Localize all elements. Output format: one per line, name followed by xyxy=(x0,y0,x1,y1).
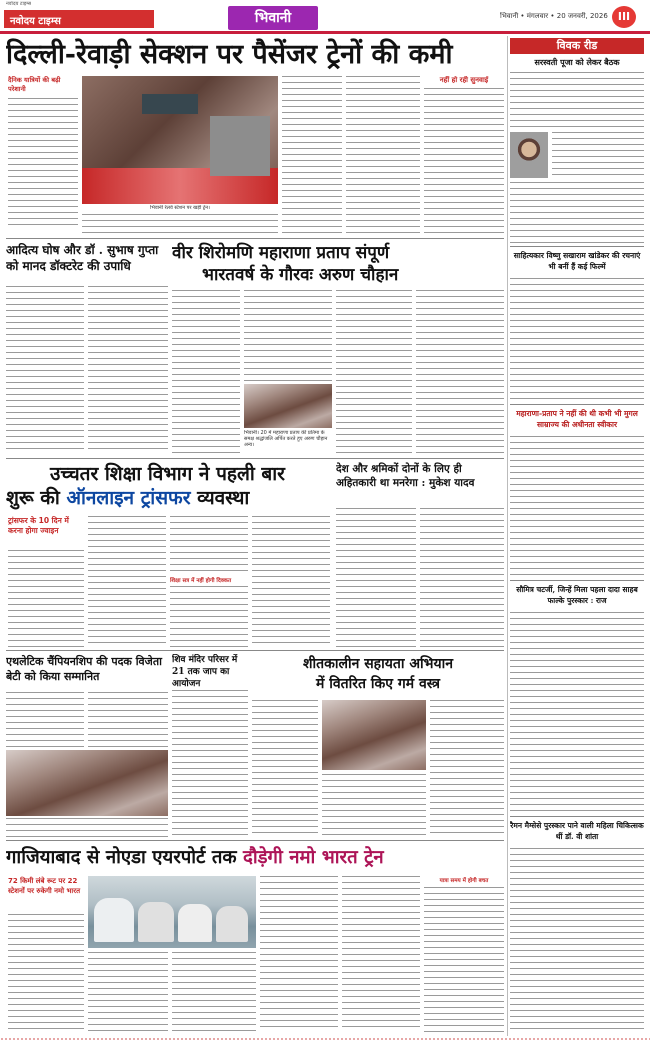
athletics-body-under-photo xyxy=(6,818,168,838)
transfer-headline-part-a: शुरू की xyxy=(6,487,67,509)
lead-body-under-photo xyxy=(82,214,278,236)
lead-body-col3 xyxy=(282,76,342,236)
rule xyxy=(6,650,504,651)
winter-headline-line2: में वितरित किए गर्म वस्त्र xyxy=(316,676,440,692)
doctorate-body-col1 xyxy=(6,286,84,454)
transfer-body-col3 xyxy=(170,516,248,574)
athletics-body-col1 xyxy=(6,692,84,748)
transfer-body-col1 xyxy=(8,550,84,648)
lead-headline: दिल्ली-रेवाड़ी सेक्शन पर पैसेंजर ट्रेनों की कमी xyxy=(6,39,453,70)
namo-inline-subhead: यात्रा समय में होगी बचत xyxy=(439,878,489,884)
lead-subheadline: दैनिक यात्रियों की बढ़ी परेशानी xyxy=(8,76,61,93)
pratap-headline-line1: वीर शिरोमणि महाराणा प्रताप संपूर्ण xyxy=(172,243,390,263)
winter-headline-line1: शीतकालीन सहायता अभियान xyxy=(302,656,454,672)
edition-label: नवोदय टाइम्स xyxy=(4,10,154,28)
sidebar-s1-headline: सरस्वती पूजा को लेकर बैठक xyxy=(534,57,620,67)
namo-body-col2 xyxy=(88,952,168,1032)
athletics-photo xyxy=(6,750,168,816)
rule xyxy=(510,816,644,817)
transfer-subheadline: ट्रांसफर के 10 दिन में करना होगा ज्वाइन xyxy=(8,516,69,535)
doctorate-body-col2 xyxy=(88,286,168,454)
sidebar-s1-portrait xyxy=(510,132,548,178)
rule xyxy=(6,840,504,841)
lead-photo-caption: भिवानी रेलवे स्टेशन पर खड़ी ट्रेन। xyxy=(150,205,210,211)
sidebar-title: विवक रीड xyxy=(510,38,644,54)
manrega-headline: देश और श्रमिकों दोनों के लिए ही अहितकारी था मनरेगा : मुकेश यादव xyxy=(336,463,475,489)
sidebar-s2-headline: साहित्यकार विष्णु सखाराम खांडेकर की रचनाएं भी बनीं हैं कई फिल्में xyxy=(513,251,641,271)
athletics-headline: एथलेटिक चैंपियनशिप की पदक विजेता बेटी को किया सम्मानित xyxy=(6,655,162,683)
pratap-body-col4 xyxy=(416,290,504,456)
namo-body-col6 xyxy=(424,887,504,1032)
winter-body-col3 xyxy=(430,700,504,838)
pratap-body-col1 xyxy=(172,290,240,456)
lead-body-col5 xyxy=(424,88,504,236)
sidebar-s3-body xyxy=(510,436,644,576)
transfer-headline-line1: उच्चतर शिक्षा विभाग ने पहली बार xyxy=(50,463,285,485)
rule xyxy=(510,246,644,247)
sidebar-s2-body xyxy=(510,278,644,400)
athletics-body-col2 xyxy=(88,692,168,748)
namo-body-col5 xyxy=(342,876,420,1032)
namo-headline xyxy=(6,844,504,872)
lead-right-subheadline: नहीं हो रही सुनवाई xyxy=(439,76,489,84)
namo-headline-part-a: गाजियाबाद से नोएडा एयरपोर्ट तक xyxy=(6,847,244,868)
bottom-strip xyxy=(0,1037,650,1041)
namo-body-col1 xyxy=(8,914,84,1032)
rule xyxy=(6,238,504,239)
transfer-headline-part-c: व्यवस्था xyxy=(190,487,250,509)
namo-body-col4 xyxy=(260,876,338,1032)
namo-subheadline: 72 किमी लंबे रूट पर 22 स्टेशनों पर रुकेगी नमो भारत xyxy=(8,877,81,895)
transfer-body-col3b xyxy=(170,586,248,648)
transfer-body-col4 xyxy=(252,516,330,648)
manrega-body-col1 xyxy=(336,508,416,648)
namo-headline-part-b: दौड़ेगी नमो भारत ट्रेन xyxy=(243,847,384,868)
winter-body-col1 xyxy=(252,700,318,838)
namo-train-photo xyxy=(88,876,256,948)
pratap-body-col3 xyxy=(336,290,412,456)
lead-body-col4 xyxy=(346,76,420,236)
sidebar-s4-body xyxy=(510,612,644,812)
page-number: III xyxy=(612,6,636,28)
sidebar-divider xyxy=(507,36,508,1036)
transfer-body-col2 xyxy=(88,516,166,648)
sidebar-s1-body-side xyxy=(552,132,644,178)
pratap-headline xyxy=(172,242,504,286)
sidebar-s5-headline: रैमन मैग्सेसे पुरस्कार पाने वाली महिला चिकित्सक थीं डॉ. वी शांता xyxy=(510,821,644,841)
rule xyxy=(510,580,644,581)
pratap-headline-line2: भारतवर्ष के गौरवः अरुण चौहान xyxy=(202,265,399,285)
pratap-body-col2 xyxy=(244,290,332,382)
rule xyxy=(510,404,644,405)
pratap-photo-caption: भिवानी। 20 में महाराणा प्रताप की प्रतिमा के समक्ष श्रद्धांजलि अर्पित करते हुए अरुण चौहान अन्य। xyxy=(244,430,328,448)
jaap-body xyxy=(172,690,248,838)
winter-photo xyxy=(322,700,426,770)
rule xyxy=(6,458,504,459)
winter-body-col2 xyxy=(322,774,426,838)
winter-headline xyxy=(252,654,504,696)
lead-photo xyxy=(82,76,278,204)
lead-body-col1 xyxy=(8,98,78,226)
pratap-photo xyxy=(244,384,332,428)
namo-body-col3 xyxy=(172,952,256,1032)
sidebar-s3-headline: महाराणा-प्रताप ने नहीं की थी कभी भी मुगल साम्राज्य की अधीनता स्वीकार xyxy=(516,409,638,429)
sidebar-s5-body xyxy=(510,848,644,1032)
edition-date: भिवानी • मंगलवार • 20 जनवरी, 2026 xyxy=(500,12,608,20)
manrega-body-col2 xyxy=(420,508,504,648)
masthead-small-text: नवोदय टाइम्स xyxy=(6,1,32,7)
sidebar-s1-body xyxy=(510,72,644,130)
transfer-headline-part-b: ऑनलाइन ट्रांसफर xyxy=(66,487,191,509)
sidebar-s1-body-cont xyxy=(510,182,644,244)
city-banner: भिवानी xyxy=(228,6,318,30)
transfer-inline-subhead: शिक्षा सत्र में नहीं होगी दिक्कत xyxy=(170,578,232,584)
jaap-headline: शिव मंदिर परिसर में 21 तक जाप का आयोजन xyxy=(172,655,238,688)
doctorate-headline: आदित्य घोष और डॉ . सुभाष गुप्ता को मानद डॉक्टरेट की उपाधि xyxy=(6,243,159,273)
masthead xyxy=(0,0,650,34)
sidebar-s4-headline: सौमित्र चटर्जी, जिन्हें मिला पहला दादा साहब फाल्के पुरस्कार : राज xyxy=(516,585,638,605)
